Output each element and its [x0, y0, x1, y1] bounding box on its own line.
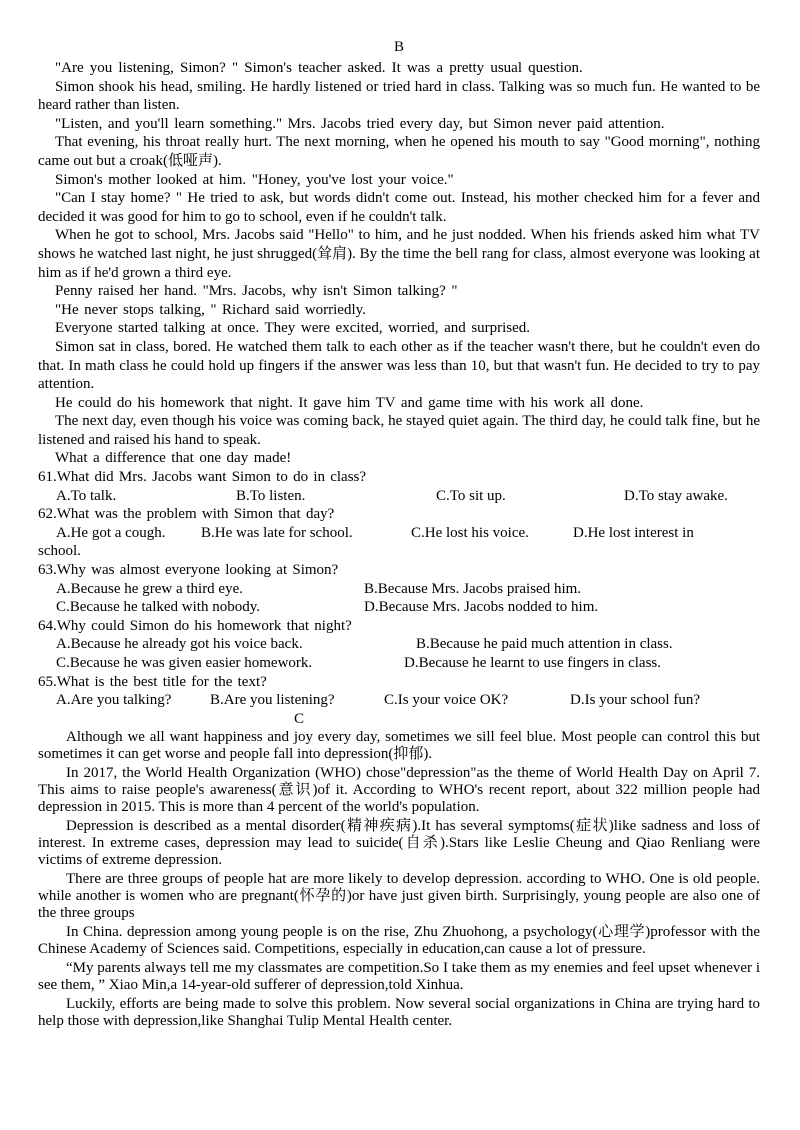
question-65 — [38, 673, 760, 710]
option-a: A.Because he already got his voice back. — [56, 636, 303, 653]
passage-paragraph: That evening, his throat really hurt. The next morning, when he opened his mouth to say "Good morning", nothing came out but a croak(低哑声). — [38, 134, 760, 169]
question-62 — [38, 505, 760, 561]
option-a: A.Because he grew a third eye. — [56, 580, 244, 597]
option-c: C.Because he was given easier homework. — [56, 655, 313, 671]
section-b-title: B — [393, 39, 404, 55]
option-c: C.Because he talked with nobody. — [56, 599, 260, 616]
option-c: C.Is your voice OK? — [384, 692, 509, 709]
question-stem: 61.What did Mrs. Jacobs want Simon to do in class? — [38, 469, 367, 486]
question-stem: 65.What is the best title for the text? — [38, 673, 267, 690]
option-a: A.Are you talking? — [56, 692, 172, 709]
passage-paragraph: Everyone started talking at once. They were excited, worried, and surprised. — [55, 320, 531, 337]
passage-paragraph: "Are you listening, Simon? " Simon's teacher asked. It was a pretty usual question. — [55, 60, 583, 76]
option-d: D.He lost interest in — [573, 524, 694, 541]
option-d: D.To stay awake. — [624, 487, 728, 504]
option-b: B.Because Mrs. Jacobs praised him. — [364, 580, 582, 597]
passage-paragraph: When he got to school, Mrs. Jacobs said "Hello" to him, and he just nodded. When his friends asked him what TV shows he watched last night, he just shrugged(耸肩). By the time the bell rang for class, almost everyone was looking at him as if he'd grown a third eye. — [38, 227, 760, 281]
question-61 — [38, 468, 760, 505]
option-b: B.He was late for school. — [201, 524, 353, 541]
option-a: A.He got a cough. — [56, 524, 166, 541]
question-63 — [38, 561, 760, 617]
option-b: B.Because he paid much attention in class. — [416, 636, 673, 653]
passage-paragraph: Simon's mother looked at him. "Honey, you've lost your voice." — [55, 171, 454, 188]
passage-paragraph: Depression is described as a mental disorder(精神疾病).It has several symptoms(症状)like sadness and loss of interest. In extreme cases, depression may lead to suicide(自杀).Stars like Leslie Cheung and Qiao Renliang were victims of extreme depression. — [38, 817, 760, 868]
passage-paragraph: What a difference that one day made! — [55, 450, 292, 467]
document-page — [38, 38, 760, 1030]
option-c: C.To sit up. — [436, 487, 506, 504]
question-stem: 64.Why could Simon do his homework that night? — [38, 617, 352, 634]
passage-paragraph: Luckily, efforts are being made to solve this problem. Now several social organizations in China are trying hard to help those with depression,like Shanghai Tulip Mental Health center. — [38, 995, 760, 1029]
question-stem: 63.Why was almost everyone looking at Simon? — [38, 562, 339, 579]
option-d: D.Because Mrs. Jacobs nodded to him. — [364, 599, 599, 616]
passage-paragraph: In China. depression among young people is on the rise, Zhu Zhuohong, a psychology(心理学)professor with the Chinese Academy of Sciences said. Competitions, especially in education,can cause a lot of pressure. — [38, 923, 760, 957]
passage-paragraph: Although we all want happiness and joy every day, sometimes we sill feel blue. Most people can control this but sometimes it can get worse and people fall into depression(抑郁). — [38, 728, 760, 762]
passage-paragraph: The next day, even though his voice was coming back, he stayed quiet again. The third day, he could talk fine, but he listened and raised his hand to speak. — [38, 413, 760, 448]
passage-paragraph: He could do his homework that night. It gave him TV and game time with his work all done. — [55, 394, 644, 411]
passage-paragraph: Simon sat in class, bored. He watched them talk to each other as if the teacher wasn't there, but he couldn't even do that. In math class he could hold up fingers if the answer was less than 10, but that wasn't fun. He decided to try to pay attention. — [38, 338, 760, 393]
question-64 — [38, 617, 760, 673]
option-b: B.To listen. — [236, 487, 306, 504]
section-c-passage — [38, 729, 760, 1030]
option-d-continuation: school. — [38, 543, 81, 560]
passage-paragraph: “My parents always tell me my classmates are competition.So I take them as my enemies and feel upset whenever i see them, ” Xiao Min,a 14-year-old sufferer of depression,told Xinhua. — [38, 959, 760, 993]
passage-paragraph: In 2017, the World Health Organization (WHO) chose"depression"as the theme of World Health Day on April 7. This aims to raise people's awareness(意识)of it. According to WHO's recent report, about 322 million people had depression in 2015. This is more than 4 percent of the world's population. — [38, 764, 760, 815]
question-stem: 62.What was the problem with Simon that day? — [38, 506, 335, 523]
passage-paragraph: Penny raised her hand. "Mrs. Jacobs, why isn't Simon talking? " — [55, 283, 458, 300]
passage-paragraph: "He never stops talking, " Richard said worriedly. — [55, 301, 366, 318]
option-b: B.Are you listening? — [210, 692, 335, 709]
passage-paragraph: "Listen, and you'll learn something." Mrs. Jacobs tried every day, but Simon never paid attention. — [55, 115, 665, 132]
passage-paragraph: Simon shook his head, smiling. He hardly listened or tried hard in class. Talking was so much fun. He wanted to be heard rather than listen. — [38, 78, 760, 114]
section-c-title: C — [293, 710, 304, 727]
option-d: D.Is your school fun? — [570, 692, 700, 709]
option-c: C.He lost his voice. — [411, 524, 529, 541]
section-b-passage — [38, 59, 760, 468]
option-d: D.Because he learnt to use fingers in class. — [404, 655, 661, 671]
passage-paragraph: "Can I stay home? " He tried to ask, but words didn't come out. Instead, his mother checked him for a fever and decided it was good for him to go to school, even if he couldn't talk. — [38, 190, 760, 225]
option-a: A.To talk. — [56, 487, 117, 504]
passage-paragraph: There are three groups of people hat are more likely to develop depression. according to WHO. One is old people. while another is women who are pregnant(怀孕的)or have just given birth. Surprisingly, young people are also one of the three groups — [38, 870, 760, 921]
